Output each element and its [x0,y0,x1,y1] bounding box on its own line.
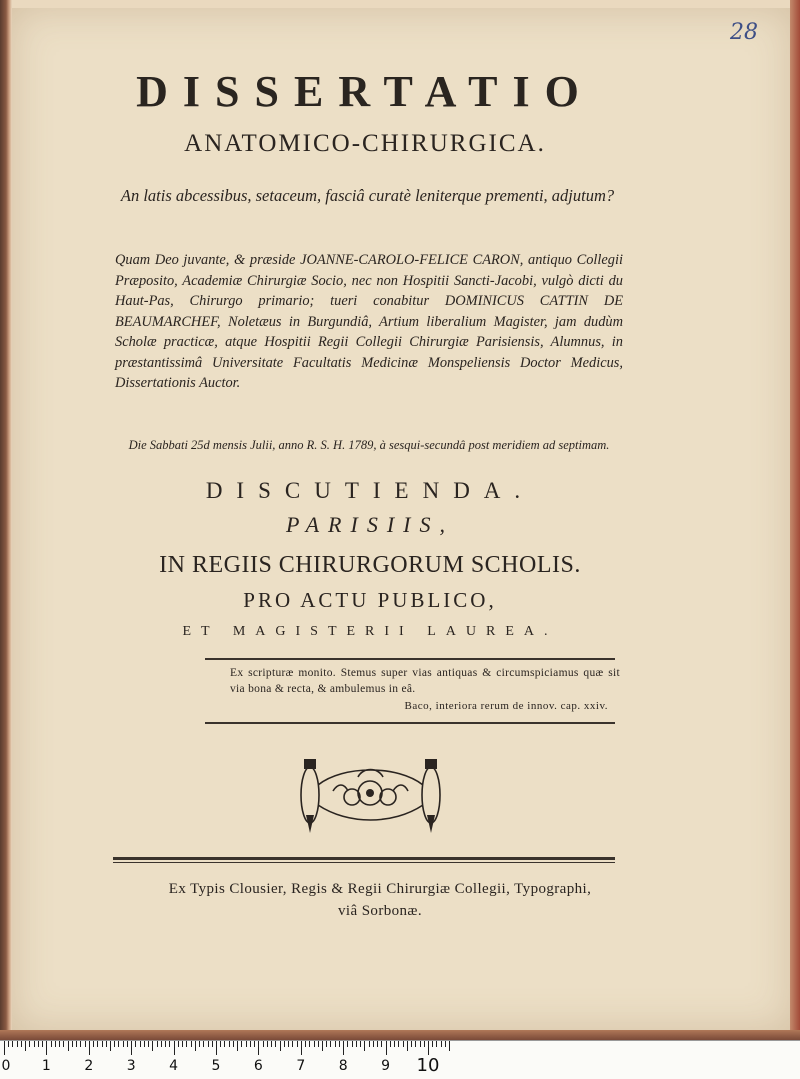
imprint-line-1: Ex Typis Clousier, Regis & Regii Chirurgiæ Collegii, Typographi, [168,881,592,897]
ruler-tick [229,1041,230,1047]
ruler-tick [25,1041,26,1051]
ruler-label: 0 [1,1058,11,1074]
ruler-tick [55,1041,56,1047]
ruler-label: 7 [296,1058,306,1074]
ruler-tick [318,1041,319,1047]
schools-heading: IN REGIIS CHIRURGORUM SCHOLIS. [159,552,581,578]
ruler-tick [12,1041,13,1047]
ruler-tick [4,1041,5,1055]
ruler-tick [106,1041,107,1047]
ruler-tick [347,1041,348,1047]
ruler-tick [76,1041,77,1047]
dissertation-question: An latis abcessibus, setaceum, fasciâ curatè leniterque prementi, adjutum? [120,186,615,205]
ruler-tick [148,1041,149,1047]
epigraph-top-rule [205,658,615,660]
ruler-tick [411,1041,412,1047]
ruler-tick [127,1041,128,1047]
ruler-tick [199,1041,200,1047]
ruler-tick [93,1041,94,1047]
ruler-tick [17,1041,18,1047]
ruler-tick [165,1041,166,1047]
ruler-tick [373,1041,374,1047]
ruler-tick [356,1041,357,1047]
ruler-tick [224,1041,225,1047]
ruler-tick [51,1041,52,1047]
ruler-tick [97,1041,98,1047]
ruler-tick [237,1041,238,1051]
defense-date: Die Sabbati 25d mensis Julii, anno R. S. H. 1789, à sesqui-secundâ post meridiem ad septimam. [128,438,610,452]
ruler-tick [85,1041,86,1047]
ruler-label: 8 [338,1058,348,1074]
ruler-label: 3 [126,1058,136,1074]
ruler-tick [169,1041,170,1047]
ruler-tick [208,1041,209,1047]
ruler-tick [63,1041,64,1047]
ruler-tick [157,1041,158,1047]
ruler-tick [301,1041,302,1055]
ruler-tick [250,1041,251,1047]
ruler-tick [140,1041,141,1047]
ruler-tick [271,1041,272,1047]
ruler-label: 6 [253,1058,263,1074]
ruler-tick [68,1041,69,1051]
place-heading: PARISIIS, [286,512,454,537]
ruler-tick [305,1041,306,1047]
ruler-tick [330,1041,331,1047]
ruler-tick [114,1041,115,1047]
ruler-tick [335,1041,336,1047]
ruler-tick [178,1041,179,1047]
epigraph-citation: Baco, interiora rerum de innov. cap. xxiv. [404,700,608,712]
ruler-tick [42,1041,43,1047]
ruler-tick [80,1041,81,1047]
ruler-tick [284,1041,285,1047]
ruler-tick [258,1041,259,1055]
ruler-tick [195,1041,196,1051]
ruler-tick [135,1041,136,1047]
ruler-tick [59,1041,60,1047]
epigraph-text: Ex scripturæ monito. Stemus super vias antiquas & circumspiciamus quæ sit via bona & recta, & ambulemus in eâ. [230,667,620,695]
epigraph-bottom-rule [205,722,615,724]
ruler-tick [186,1041,187,1047]
ruler-tick [309,1041,310,1047]
ruler-tick [377,1041,378,1047]
ruler-tick [369,1041,370,1047]
ruler-tick [46,1041,47,1055]
ruler-tick [72,1041,73,1047]
ruler-tick [89,1041,90,1055]
page-title: DISSERTATIO [136,67,594,116]
folio-number: 28 [730,20,758,45]
ruler-tick [339,1041,340,1047]
ruler-tick [233,1041,234,1047]
fleuron-ornament-icon [288,755,453,835]
ruler-label: 1 [41,1058,51,1074]
ruler-tick [386,1041,387,1055]
ruler-tick [38,1041,39,1047]
ruler-tick [118,1041,119,1047]
ruler-tick [424,1041,425,1047]
ruler-tick [220,1041,221,1047]
ruler-tick [394,1041,395,1047]
imprint-top-rule [113,857,615,860]
ruler-label: 2 [84,1058,94,1074]
ruler-tick [364,1041,365,1051]
ruler-label: 9 [381,1058,391,1074]
ruler-tick [263,1041,264,1047]
ruler-tick [216,1041,217,1055]
ruler-tick [360,1041,361,1047]
ruler-tick [34,1041,35,1047]
ruler-tick [102,1041,103,1047]
ruler-tick [191,1041,192,1047]
ruler-tick [403,1041,404,1047]
laurea-heading: ET MAGISTERII LAUREA. [182,624,558,639]
ruler-tick [343,1041,344,1055]
ruler-tick [280,1041,281,1051]
ruler-tick [21,1041,22,1047]
ruler-tick [428,1041,429,1055]
ruler-tick [297,1041,298,1047]
imprint-line-2: viâ Sorbonæ. [338,903,422,919]
ruler-tick [275,1041,276,1047]
ruler-tick [288,1041,289,1047]
cover-bottom-band [0,1030,800,1040]
ruler-tick [182,1041,183,1047]
ruler-tick [352,1041,353,1047]
ruler-tick [254,1041,255,1047]
ruler-label: 10 [416,1055,440,1076]
ruler-tick [241,1041,242,1047]
ruler-tick [212,1041,213,1047]
ruler-label: 4 [169,1058,179,1074]
page-subtitle: ANATOMICO-CHIRURGICA. [184,130,546,157]
ruler-tick [407,1041,408,1051]
ruler-label: 5 [211,1058,221,1074]
imprint-top-rule-thin [113,862,615,863]
public-act-heading: PRO ACTU PUBLICO, [243,588,497,612]
ruler-tick [110,1041,111,1051]
ruler-tick [445,1041,446,1047]
discutienda-heading: DISCUTIENDA. [205,478,535,503]
ruler-tick [267,1041,268,1047]
ruler-tick [246,1041,247,1047]
ruler-tick [29,1041,30,1047]
ruler-tick [441,1041,442,1047]
ruler-tick [436,1041,437,1047]
ruler-tick [381,1041,382,1047]
ruler-tick [449,1041,450,1051]
ruler-tick [123,1041,124,1047]
ruler-tick [174,1041,175,1055]
ruler-tick [203,1041,204,1047]
page-right-edge [790,0,800,1040]
defense-paragraph: Quam Deo juvante, & præside JOANNE-CAROLO-FELICE CARON, antiquo Collegii Præposito, Academiæ Chirurgiæ Socio, nec non Hospitii Sancti-Jacobi, vulgò dicti du Haut-Pas, Chirurgo primario; tueri conabitur DOMINICUS CATTIN DE BEAUMARCHEF, Noletæus in Burgundiâ, Artium liberalium Magister, jam dudùm Scholæ practicæ, atque Hospitii Regii Collegii Chirurgiæ Parisiensis, Alumnus, in præstantissimâ Universitate Facultatis Medicinæ Monspeliensis Doctor Medicus, Dissertationis Auctor. [115,252,623,391]
ruler-tick [420,1041,421,1047]
ruler-tick [144,1041,145,1047]
measurement-ruler [0,1040,800,1079]
ruler-tick [131,1041,132,1055]
ruler-tick [415,1041,416,1047]
ruler-tick [432,1041,433,1047]
ruler-tick [292,1041,293,1047]
ruler-tick [390,1041,391,1047]
ruler-tick [152,1041,153,1051]
imprint [100,878,660,922]
ruler-tick [161,1041,162,1047]
ruler-tick [326,1041,327,1047]
ruler-tick [314,1041,315,1047]
ruler-tick [398,1041,399,1047]
ruler-tick [322,1041,323,1051]
ruler-tick [8,1041,9,1047]
